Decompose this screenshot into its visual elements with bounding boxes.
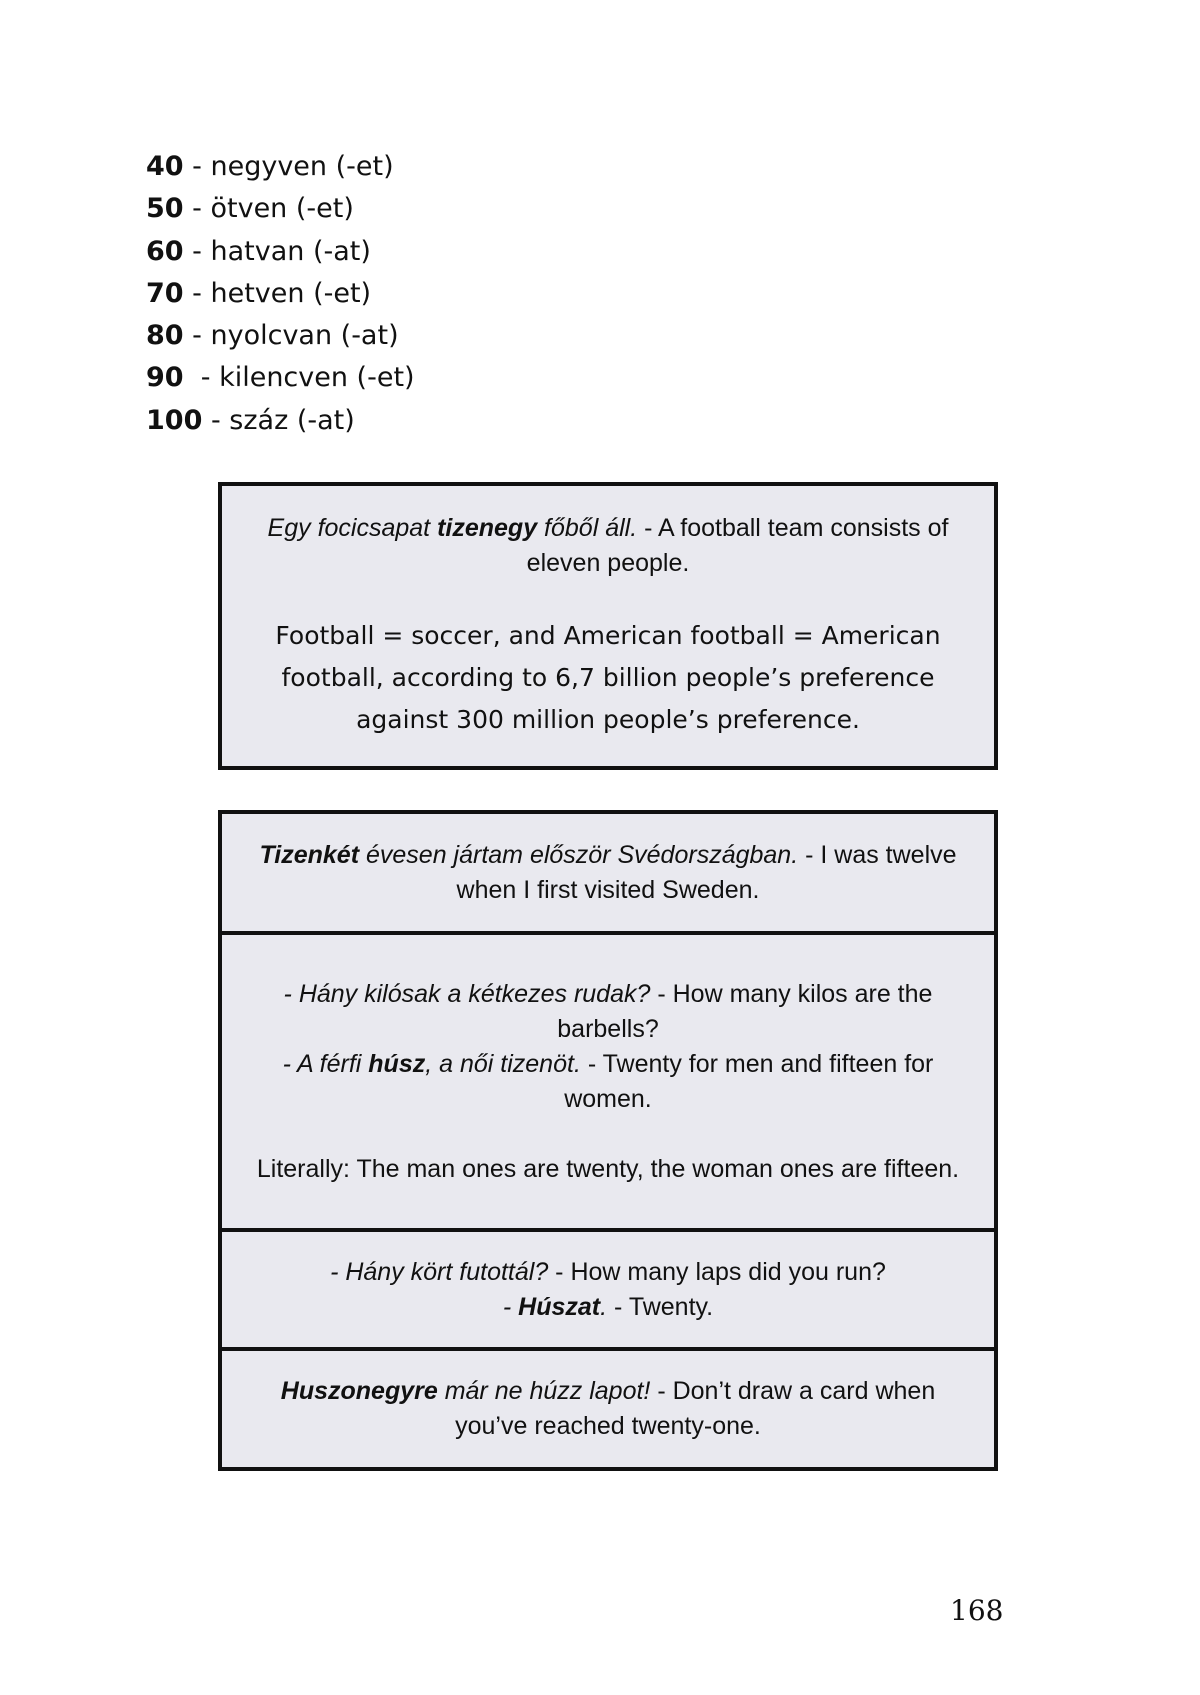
examples-box bbox=[218, 810, 998, 1471]
example-text: - Hány kilósak a kétkezes rudak? bbox=[283, 979, 651, 1008]
number-row bbox=[146, 231, 415, 273]
number-value: 40 bbox=[146, 151, 184, 182]
number-list bbox=[146, 146, 415, 442]
number-value: 50 bbox=[146, 193, 184, 225]
example-translation: - Don’t draw a card when you’ve reached twenty-one. bbox=[455, 1377, 936, 1440]
example-bold: Húszat bbox=[518, 1292, 601, 1321]
number-word: - hetven (-et) bbox=[183, 277, 372, 309]
example-translation: - Twenty. bbox=[607, 1292, 714, 1321]
example-cell bbox=[222, 1232, 994, 1351]
example-translation: - Twenty for men and fifteen for women. bbox=[564, 1049, 934, 1113]
example-bold: tizenegy bbox=[437, 514, 538, 542]
example-sentence bbox=[244, 838, 972, 908]
example-translation: - How many kilos are the barbells? bbox=[557, 979, 933, 1043]
number-row bbox=[146, 146, 415, 188]
example-sentence bbox=[244, 1374, 972, 1444]
example-sentence bbox=[330, 1255, 886, 1290]
page-number: 168 bbox=[950, 1594, 1004, 1627]
example-text: évesen jártam először Svédországban. bbox=[359, 840, 799, 869]
example-sentence bbox=[244, 1047, 972, 1117]
example-text: , a női tizenöt. bbox=[425, 1049, 581, 1078]
number-value: 60 bbox=[146, 235, 184, 267]
example-sentence bbox=[244, 511, 972, 581]
example-text: - bbox=[502, 1292, 519, 1321]
number-word: - hatvan (-at) bbox=[183, 235, 371, 267]
number-word: - ötven (-et) bbox=[183, 193, 354, 225]
number-row bbox=[146, 188, 415, 230]
number-value: 70 bbox=[146, 277, 184, 309]
number-word: - nyolcvan (-at) bbox=[183, 320, 399, 352]
example-text: már ne húzz lapot! bbox=[437, 1377, 651, 1405]
number-row bbox=[146, 273, 415, 315]
example-translation: - I was twelve when I first visited Sweden. bbox=[456, 840, 957, 904]
literal-note: Literally: The man ones are twenty, the woman ones are fifteen. bbox=[256, 1154, 960, 1183]
number-value: 80 bbox=[146, 320, 184, 352]
example-text: Egy focicsapat bbox=[267, 514, 438, 542]
example-cell bbox=[222, 814, 994, 935]
example-bold: húsz bbox=[368, 1049, 426, 1078]
football-note: Football = soccer, and American football = American football, according to 6,7 billion people’s preference against 300 million people’s preference. bbox=[275, 621, 941, 734]
number-row bbox=[146, 357, 415, 399]
number-value: 100 bbox=[146, 404, 203, 436]
example-text: - Hány kört futottál? bbox=[330, 1257, 549, 1286]
number-row bbox=[146, 315, 415, 357]
football-note-cell bbox=[222, 486, 994, 766]
example-sentence bbox=[244, 977, 972, 1047]
number-row bbox=[146, 400, 415, 442]
number-word: - negyven (-et) bbox=[183, 151, 394, 182]
example-bold: Tizenkét bbox=[259, 840, 360, 869]
football-note-box bbox=[218, 482, 998, 770]
number-word: - száz (-at) bbox=[202, 404, 355, 436]
example-text: főből áll. bbox=[537, 514, 638, 542]
number-word: - kilencven (-et) bbox=[183, 362, 415, 394]
example-text: - A férfi bbox=[282, 1049, 369, 1078]
number-value: 90 bbox=[146, 362, 184, 394]
example-cell bbox=[222, 935, 994, 1232]
example-sentence bbox=[503, 1290, 713, 1325]
example-cell bbox=[222, 1351, 994, 1467]
example-translation: - A football team consists of eleven people. bbox=[526, 514, 949, 577]
example-text: . bbox=[600, 1292, 608, 1321]
example-translation: - How many laps did you run? bbox=[548, 1257, 886, 1286]
example-bold: Huszonegyre bbox=[280, 1377, 438, 1405]
